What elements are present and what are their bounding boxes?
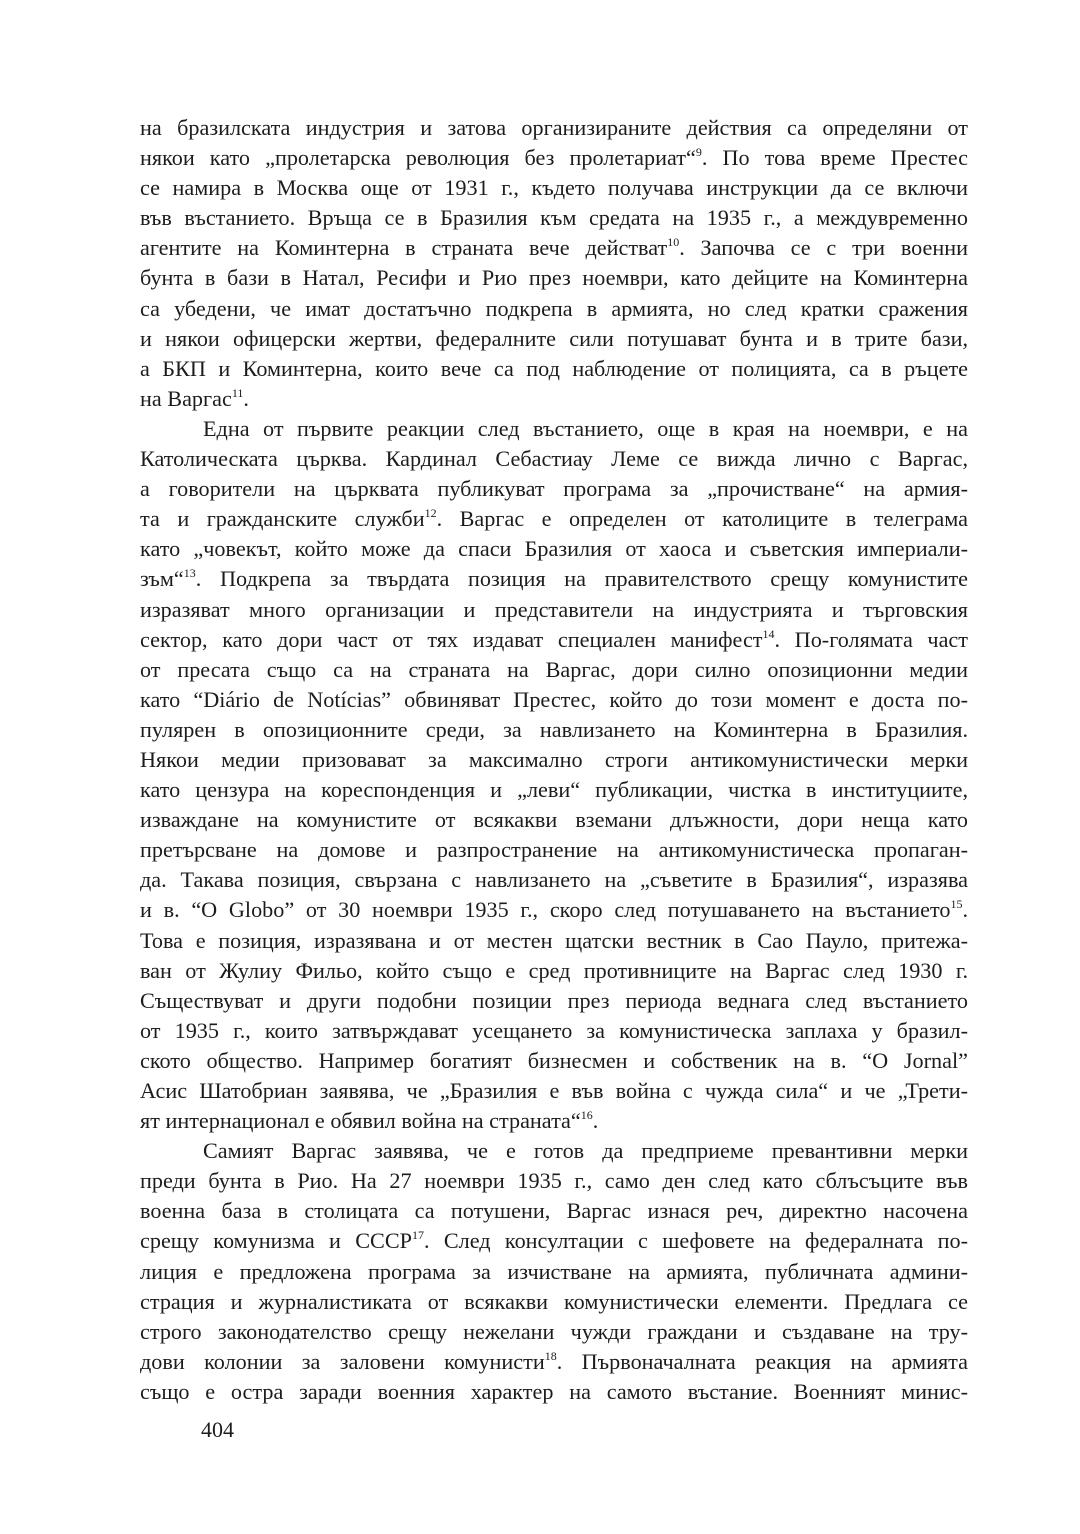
text-line-content: страция и журналистиката от всякакви комунистически елементи. Предлага се (140, 1288, 968, 1314)
text-line-content: претърсване на домове и разпространение на антикомунистическа пропаган- (140, 837, 968, 863)
text-line (140, 655, 968, 685)
text-line-content: ван от Жулиу Фильо, който също е сред противниците на Варгас след 1930 г. (140, 957, 968, 983)
text-line (140, 1046, 968, 1076)
text-line-content: като цензура на кореспонденция и „леви“ публикации, чистка в институциите, (140, 777, 968, 803)
text-line (140, 865, 968, 895)
text-line-content: агентите на Коминтерна в страната вече действат (140, 235, 668, 261)
text-line (140, 1287, 968, 1317)
text-line (140, 1136, 968, 1166)
text-line-continuation: . Първоначалната реакция на армията (556, 1348, 968, 1374)
text-line (140, 564, 968, 594)
text-line-content: Съществуват и други подобни позиции през периода веднага след въстанието (140, 987, 968, 1013)
text-line (140, 474, 968, 504)
text-line-content: изваждане на комунистите от всякакви вземани длъжности, дори неща като (140, 807, 968, 833)
text-line-content: са убедени, че имат достатъчно подкрепа в армията, но след кратки сражения (140, 295, 968, 321)
text-line-content: и някои офицерски жертви, федералните сили потушават бунта и в трите бази, (140, 325, 968, 351)
text-line (140, 444, 968, 474)
text-line-content: изразяват много организации и представители на индустрията и търговския (140, 596, 968, 622)
text-line-content: сектор, като дори част от тях издават специален манифест (140, 626, 763, 652)
footnote-reference: 13 (183, 566, 196, 581)
footnote-reference: 12 (424, 506, 437, 521)
text-line (140, 1257, 968, 1287)
text-line-continuation: . (592, 1108, 599, 1134)
text-line-content: се намира в Москва още от 1931 г., където получава инструкции да се включи (140, 175, 968, 201)
text-line (140, 1196, 968, 1226)
text-line-content: срещу комунизма и СССР (140, 1228, 412, 1254)
text-line-continuation: . По-голямата част (774, 626, 968, 652)
text-line-content: а говорители на църквата публикуват програма за „прочистване“ на армия- (140, 476, 968, 502)
page-body (140, 113, 968, 1407)
text-line-content: лиция е предложена програма за изчистване на армията, публичната админи- (140, 1258, 968, 1284)
text-line-content: а БКП и Коминтерна, които вече са под наблюдение от полицията, са в ръцете (140, 355, 968, 381)
text-line-content: Някои медии призовават за максимално строги антикомунистически мерки (140, 746, 968, 772)
text-line (140, 354, 968, 384)
text-line (140, 1016, 968, 1046)
text-line-content: да. Такава позиция, свързана с навлизането на „съветите в Бразилия“, изразява (140, 867, 968, 893)
text-line-content: та и гражданските служби (140, 506, 425, 532)
text-line-content: на бразилската индустрия и затова организираните действия са определяни от (140, 115, 968, 140)
footnote-reference: 16 (580, 1108, 593, 1123)
text-line (140, 1166, 968, 1196)
text-line (140, 263, 968, 293)
text-line (140, 895, 968, 925)
text-line-continuation: . Започва се с три военни (679, 235, 968, 261)
text-line-content: Асис Шатобриан заявява, че „Бразилия е във война с чужда сила“ и че „Трети- (140, 1078, 968, 1103)
text-line (140, 534, 968, 564)
text-line (140, 504, 968, 534)
text-line (140, 595, 968, 625)
text-line (140, 294, 968, 324)
text-line (140, 625, 968, 655)
text-line-content: и в. “O Globo” от 30 ноември 1935 г., скоро след потушаването на въстанието (140, 897, 951, 923)
text-line (140, 1377, 968, 1407)
text-line (140, 1076, 968, 1106)
text-line-content: от 1935 г., които затвърждават усещането за комунистическа заплаха у бразил- (140, 1017, 968, 1043)
page-number: 404 (201, 1417, 234, 1442)
text-line-continuation: . Варгас е определен от католиците в телеграма (436, 506, 968, 532)
text-line-content: дови колонии за заловени комунисти (140, 1348, 545, 1374)
text-line (140, 805, 968, 835)
text-line (140, 1317, 968, 1347)
footnote-reference: 9 (695, 145, 702, 160)
text-line (140, 685, 968, 715)
text-line-content: от пресата също са на страната на Варгас, дори силно опозиционни медии (140, 656, 968, 682)
text-line (140, 113, 968, 143)
text-line-content: на Варгас (140, 385, 232, 411)
body-text (140, 113, 968, 1407)
footnote-reference: 15 (950, 897, 963, 912)
text-line (140, 1226, 968, 1256)
footnote-reference: 18 (544, 1348, 557, 1363)
text-line-continuation: . След консултации с шефовете на федералната по- (423, 1228, 968, 1254)
text-line-content: Това е позиция, изразявана и от местен щатски вестник в Сао Пауло, притежа- (140, 927, 968, 953)
text-line-content: строго законодателство срещу нежелани чужди граждани и създаване на тру- (140, 1318, 968, 1344)
text-line-content: като „човекът, който може да спаси Бразилия от хаоса и съветския империали- (140, 536, 968, 562)
text-line-content: военна база в столицата са потушени, Варгас изнася реч, директно насочена (140, 1198, 968, 1224)
text-line-content: ят интернационал е обявил война на страната“ (140, 1108, 581, 1134)
text-line-continuation: . (243, 385, 249, 411)
text-line-content: преди бунта в Рио. На 27 ноември 1935 г., само ден след като сблъсъците във (140, 1168, 968, 1194)
text-line-content: Католическата църква. Кардинал Себастиау Леме се вижда лично с Варгас, (140, 446, 968, 472)
text-line-continuation: . По това време Престес (701, 145, 968, 171)
footnote-reference: 17 (411, 1228, 424, 1243)
text-line (140, 233, 968, 263)
text-line-content: ското общество. Например богатият бизнесмен и собственик на в. “O Jornal” (140, 1047, 968, 1073)
text-line-content: Самият Варгас заявява, че е готов да предприеме превантивни мерки (203, 1138, 968, 1164)
text-line (140, 203, 968, 233)
text-line (140, 956, 968, 986)
footnote-reference: 11 (231, 385, 244, 400)
text-line-content: във въстанието. Връща се в Бразилия към средата на 1935 г., а междувременно (140, 205, 968, 231)
text-line (140, 775, 968, 805)
text-line-content: зъм“ (140, 566, 184, 592)
text-line (140, 715, 968, 745)
text-line (140, 414, 968, 444)
text-line (140, 143, 968, 173)
text-line (140, 1106, 968, 1136)
text-line (140, 926, 968, 956)
text-line (140, 173, 968, 203)
text-line-content: също е остра заради военния характер на самото въстание. Военният минис- (140, 1378, 968, 1404)
text-line-content: Една от първите реакции след въстанието, още в края на ноември, е на (203, 415, 968, 441)
footnote-reference: 14 (762, 626, 775, 641)
text-line (140, 324, 968, 354)
text-line-content: някои като „пролетарска революция без пролетариат“ (140, 145, 696, 171)
text-line-content: като “Diário de Notícias” обвиняват Престес, който до този момент е доста по- (140, 686, 968, 712)
text-line (140, 384, 968, 414)
text-line (140, 986, 968, 1016)
text-line-content: пулярен в опозиционните среди, за навлизането на Коминтерна в Бразилия. (140, 716, 968, 742)
text-line (140, 1347, 968, 1377)
text-line-content: бунта в бази в Натал, Ресифи и Рио през ноември, като дейците на Коминтерна (140, 265, 968, 291)
text-line-continuation: . (962, 897, 968, 923)
text-line-continuation: . Подкрепа за твърдата позиция на правителството срещу комунистите (195, 566, 968, 592)
text-line (140, 835, 968, 865)
text-line (140, 745, 968, 775)
footnote-reference: 10 (667, 235, 680, 250)
